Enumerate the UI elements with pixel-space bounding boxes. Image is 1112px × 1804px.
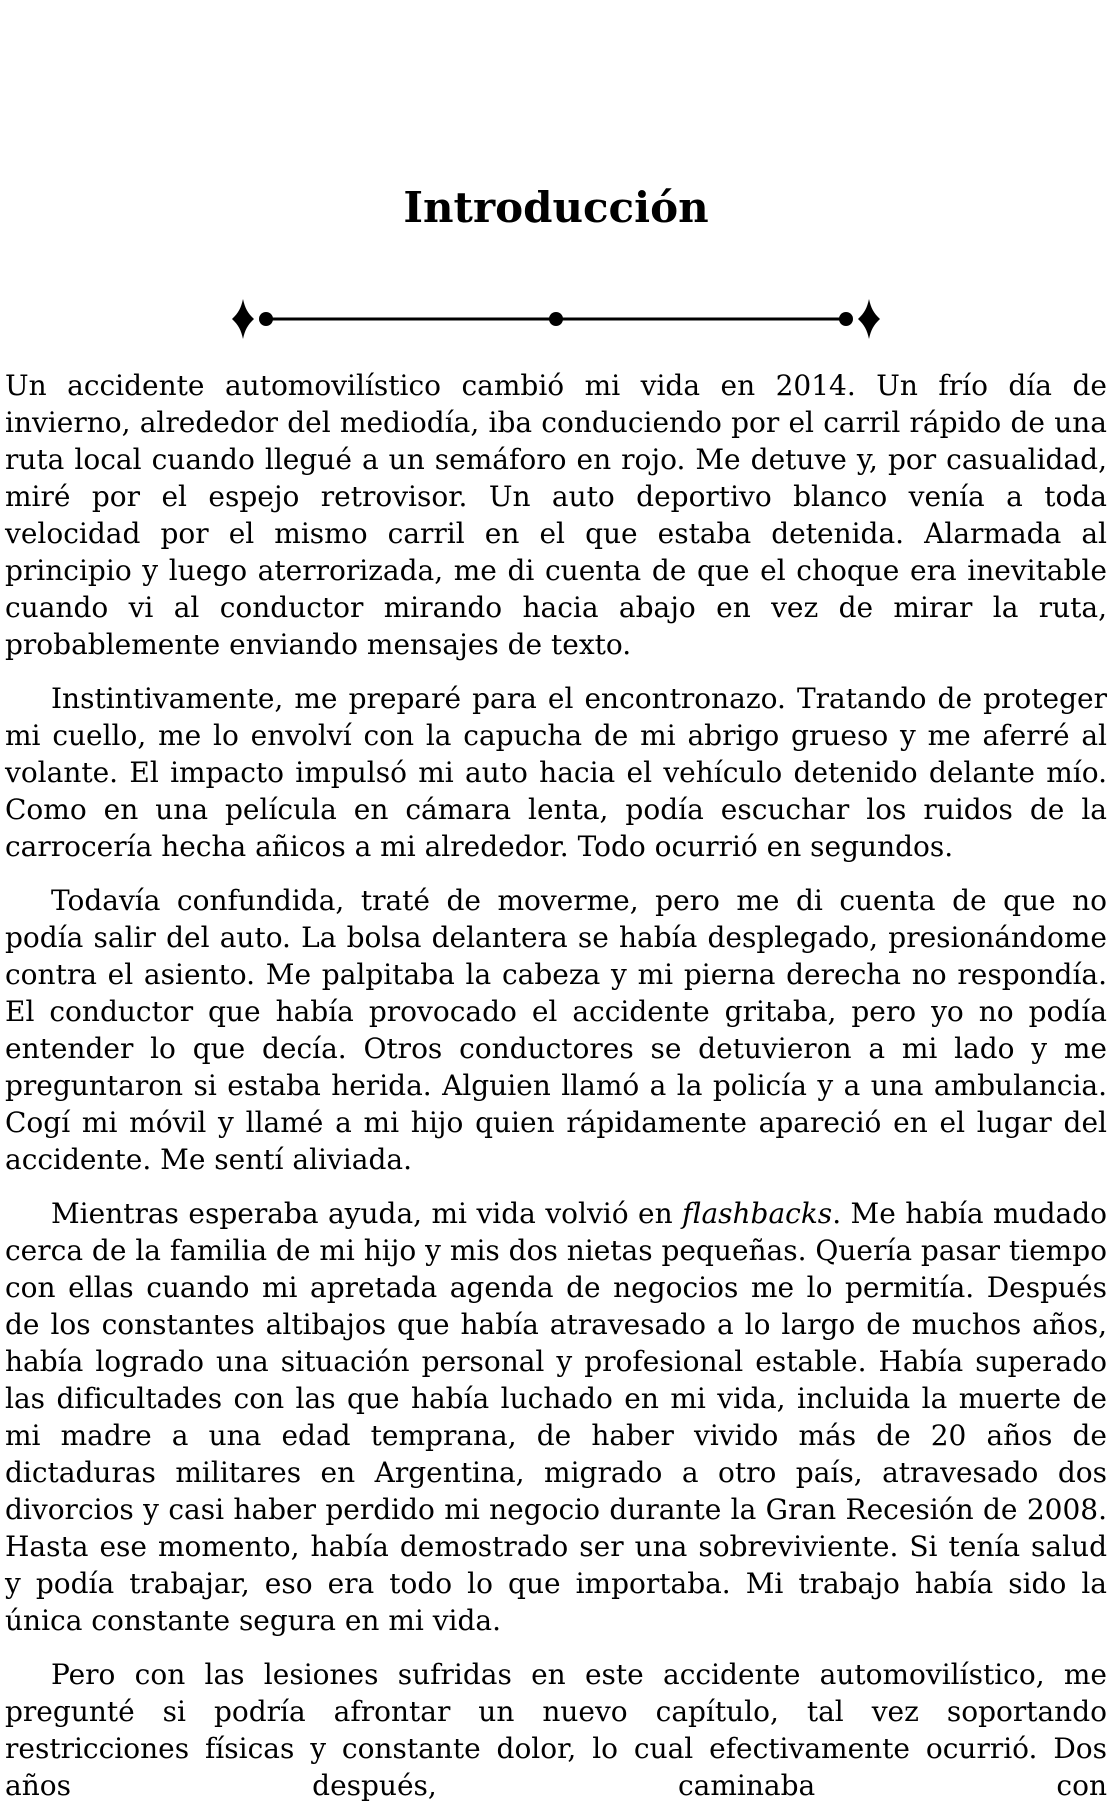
diamond-left-icon	[232, 299, 254, 339]
dot-right-icon	[839, 312, 853, 326]
paragraph-injuries: Pero con las lesiones sufridas en este accidente automovilístico, me pregunté si podría afrontar un nuevo capítulo, tal vez soportando restricciones físicas y constante dolor, lo cual efectivamente ocurrió. Dos años después, caminaba con	[5, 1658, 1107, 1803]
divider-ornament	[232, 297, 880, 341]
paragraph-flashbacks	[5, 1195, 1107, 1639]
paragraph-flashbacks-text-cont: . Me había mudado cerca de la familia de mi hijo y mis dos nietas pequeñas. Quería pasar tiempo con ellas cuando mi apretada agenda de negocios me lo permitía. Después de los constantes altibajos que había atravesado a lo largo de muchos años, había logrado una situación personal y profesional estable. Había superado las dificultades con las que había luchado en mi vida, incluida la muerte de mi madre a una edad temprana, de haber vivido más de 20 años de dictaduras militares en Argentina, migrado a otro país, atravesado dos divorcios y casi haber perdido mi negocio durante la Gran Recesión de 2008. Hasta ese momento, había demostrado ser una sobreviviente. Si tenía salud y podía trabajar, eso era todo lo que importaba. Mi trabajo había sido la única constante segura en mi vida.	[5, 1197, 1107, 1638]
chapter-body	[5, 367, 1107, 1804]
diamond-right-icon	[858, 299, 880, 339]
paragraph-flashbacks-text: Mientras esperaba ayuda, mi vida volvió en	[51, 1197, 683, 1231]
paragraph-accident: Un accidente automovilístico cambió mi vida en 2014. Un frío día de invierno, alrededor del mediodía, iba conduciendo por el carril rápido de una ruta local cuando llegué a un semáforo en rojo. Me detuve y, por casualidad, miré por el espejo retrovisor. Un auto deportivo blanco venía a toda velocidad por el mismo carril en el que estaba detenida. Alarmada al principio y luego aterrorizada, me di cuenta de que el choque era inevitable cuando vi al conductor mirando hacia abajo en vez de mirar la ruta, probablemente enviando mensajes de texto.	[5, 369, 1107, 662]
paragraph-impact: Instintivamente, me preparé para el encontronazo. Tratando de proteger mi cuello, me lo envolví con la capucha de mi abrigo grueso y me aferré al volante. El impacto impulsó mi auto hacia el vehículo detenido delante mío. Como en una película en cámara lenta, podía escuchar los ruidos de la carrocería hecha añicos a mi alrededor. Todo ocurrió en segundos.	[5, 682, 1107, 864]
paragraph-aftermath: Todavía confundida, traté de moverme, pero me di cuenta de que no podía salir del auto. La bolsa delantera se había desplegado, presionándome contra el asiento. Me palpitaba la cabeza y mi pierna derecha no respondía. El conductor que había provocado el accidente gritaba, pero yo no podía entender lo que decía. Otros conductores se detuvieron a mi lado y me preguntaron si estaba herida. Alguien llamó a la policía y a una ambulancia. Cogí mi móvil y llamé a mi hijo quien rápidamente apareció en el lugar del accidente. Me sentí aliviada.	[5, 884, 1107, 1177]
flashbacks-italic-word: flashbacks	[682, 1197, 833, 1231]
chapter-title: Introducción	[403, 183, 709, 232]
dot-center-icon	[549, 312, 563, 326]
section-divider	[232, 297, 880, 341]
